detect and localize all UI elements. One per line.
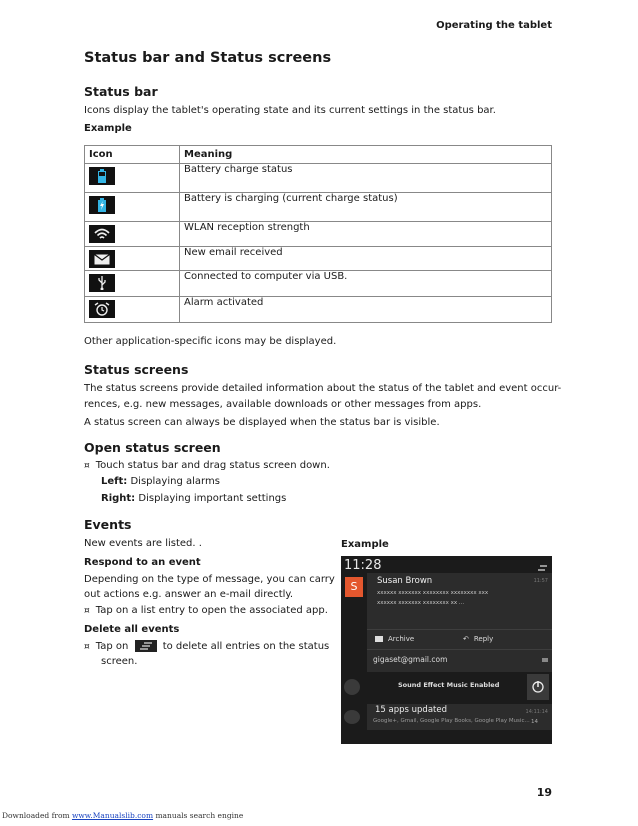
status-screens-p1b: rences, e.g. new messages, available downloads or other messages from apps. (84, 399, 482, 410)
mail-icon (542, 658, 548, 662)
play-store-icon (344, 710, 360, 724)
footer: Downloaded from www.Manualslib.com manuals search engine (2, 811, 244, 820)
bullet-icon: ¤ (84, 461, 90, 471)
delete-line2: screen. (101, 656, 138, 667)
bullet-icon: ¤ (84, 642, 90, 652)
email-icon (89, 250, 115, 268)
bullet-icon: ¤ (84, 606, 90, 616)
running-header: Operating the tablet (436, 20, 552, 31)
archive-icon (375, 636, 383, 642)
sender-name: Susan Brown (377, 576, 433, 586)
message-line1: xxxxxx xxxxxxx xxxxxxxx xxxxxxxx xxx (377, 590, 489, 596)
quick-setting-text: Sound Effect Music Enabled (398, 681, 500, 689)
power-button[interactable] (527, 674, 549, 700)
apps-time: 14:11:14 (525, 709, 548, 715)
reply-button[interactable]: ↶ Reply (463, 635, 494, 643)
respond-line1: Depending on the type of message, you can carry (84, 574, 335, 585)
message-line2: xxxxxx xxxxxxx xxxxxxxx xx ... (377, 600, 465, 606)
meaning-cell: WLAN reception strength (180, 222, 552, 247)
status-bar-intro: Icons display the tablet's operating state and its current settings in the status bar. (84, 105, 496, 116)
open-status-heading: Open status screen (84, 440, 221, 455)
table-row (85, 247, 552, 271)
alarm-icon (89, 300, 115, 318)
table-row (85, 271, 552, 297)
table-header-icon: Icon (85, 146, 180, 164)
sender-avatar: S (345, 577, 363, 597)
table-header-meaning: Meaning (180, 146, 552, 164)
apps-updated-list: Google+, Gmail, Google Play Books, Google Play Music... (373, 718, 530, 724)
battery-charging-icon (89, 196, 115, 214)
account-email: gigaset@gmail.com (373, 655, 448, 664)
clock: 11:28 (344, 558, 382, 573)
left-swipe-info: Left: Displaying alarms (101, 476, 220, 487)
right-swipe-info: Right: Displaying important settings (101, 493, 287, 504)
notification-time: 11:57 (533, 578, 548, 584)
reply-icon: ↶ (463, 635, 469, 643)
example-label: Example (84, 123, 132, 134)
table-row (85, 297, 552, 323)
events-heading: Events (84, 517, 132, 532)
status-screens-p2: A status screen can always be displayed when the status bar is visible. (84, 417, 440, 428)
respond-heading: Respond to an event (84, 557, 201, 568)
apps-updated-title: 15 apps updated (375, 705, 447, 715)
meaning-cell: Alarm activated (180, 297, 552, 323)
app-icons-note: Other application-specific icons may be displayed. (84, 336, 337, 347)
archive-button[interactable]: Archive (375, 635, 414, 643)
usb-icon (89, 274, 115, 292)
delete-heading: Delete all events (84, 624, 180, 635)
page-title: Status bar and Status screens (84, 50, 332, 66)
meaning-cell: Battery charge status (180, 164, 552, 193)
email-notification[interactable] (367, 573, 552, 672)
wifi-icon (89, 225, 115, 243)
clear-all-icon (135, 640, 157, 652)
status-bar-heading: Status bar (84, 84, 158, 99)
music-app-icon (344, 679, 360, 695)
divider (367, 629, 552, 630)
open-status-step: ¤ Touch status bar and drag status screen down. (84, 460, 330, 471)
respond-step: ¤ Tap on a list entry to open the associated app. (84, 605, 328, 616)
table-row (85, 164, 552, 193)
apps-count: 14 (531, 719, 538, 725)
divider (367, 649, 552, 650)
battery-icon (89, 167, 115, 185)
meaning-cell: New email received (180, 247, 552, 271)
manualslib-link[interactable]: www.Manualslib.com (71, 811, 154, 820)
delete-step: ¤ Tap on to delete all entries on the status (84, 641, 330, 652)
example-screenshot-label: Example (341, 539, 389, 550)
events-intro: New events are listed. . (84, 538, 202, 549)
table-row (85, 193, 552, 222)
icon-table (84, 145, 552, 323)
respond-line2: out actions e.g. answer an e-mail directly. (84, 589, 294, 600)
table-row (85, 222, 552, 247)
meaning-cell: Battery is charging (current charge status) (180, 193, 552, 222)
meaning-cell: Connected to computer via USB. (180, 271, 552, 297)
status-screens-p1a: The status screens provide detailed information about the status of the tablet and event occur- (84, 383, 562, 394)
status-screens-heading: Status screens (84, 362, 189, 377)
page-number: 19 (536, 786, 552, 799)
notification-screenshot (341, 556, 552, 744)
apps-updated-notification[interactable] (367, 704, 552, 730)
